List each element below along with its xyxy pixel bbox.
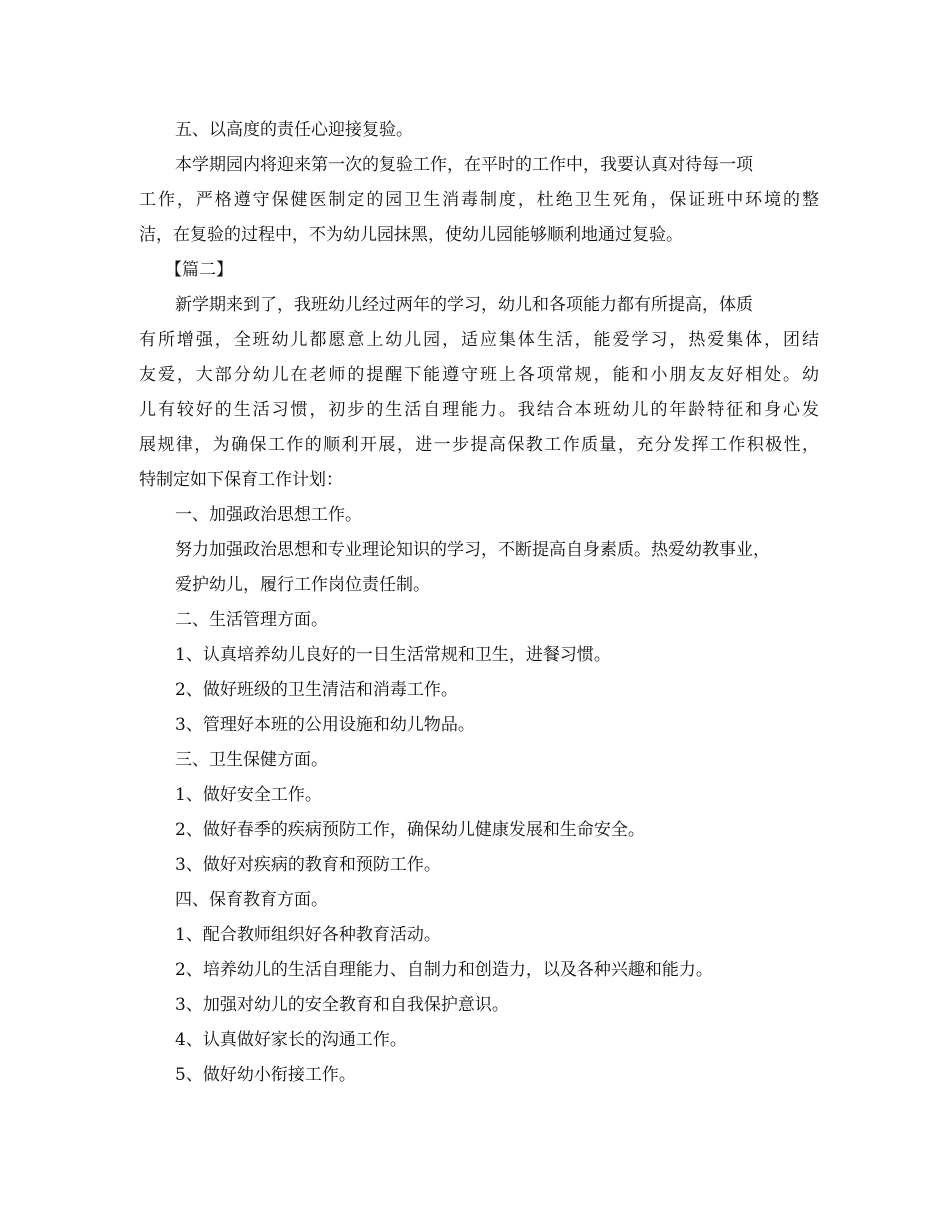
section-heading: 五、以高度的责任心迎接复验。 [175,120,413,140]
paragraph-line: 爱护幼儿，履行工作岗位责任制。 [175,575,430,595]
paragraph-line: 友爱，大部分幼儿在老师的提醒下能遵守班上各项常规，能和小朋友友好相处。幼 [139,365,819,385]
list-item: 3、管理好本班的公用设施和幼儿物品。 [175,715,475,735]
paragraph-line: 有所增强，全班幼儿都愿意上幼儿园，适应集体生活，能爱学习，热爱集体，团结 [139,330,819,350]
paragraph-line: 工作，严格遵守保健医制定的园卫生消毒制度，杜绝卫生死角，保证班中环境的整 [139,190,819,210]
paragraph-line: 努力加强政治思想和专业理论知识的学习，不断提高自身素质。热爱幼教事业， [175,540,770,560]
list-item: 3、做好对疾病的教育和预防工作。 [175,855,441,875]
paragraph-line: 新学期来到了，我班幼儿经过两年的学习，幼儿和各项能力都有所提高，体质 [175,295,753,315]
paragraph-line: 特制定如下保育工作计划： [139,470,343,490]
paragraph-line: 本学期园内将迎来第一次的复验工作，在平时的工作中，我要认真对待每一项 [175,155,753,175]
list-item: 5、做好幼小衔接工作。 [175,1065,356,1085]
list-item: 2、做好班级的卫生清洁和消毒工作。 [175,680,458,700]
paragraph-line: 儿有较好的生活习惯，初步的生活自理能力。我结合本班幼儿的年龄特征和身心发 [139,400,819,420]
section-heading: 二、生活管理方面。 [175,610,328,630]
list-item: 4、认真做好家长的沟通工作。 [175,1030,407,1050]
paragraph-line: 展规律，为确保工作的顺利开展，进一步提高保教工作质量，充分发挥工作积极性， [139,435,819,455]
section-heading: 三、卫生保健方面。 [175,750,328,770]
list-item: 1、配合教师组织好各种教育活动。 [175,925,441,945]
section-title: 【篇二】 [165,260,233,280]
list-item: 2、做好春季的疾病预防工作，确保幼儿健康发展和生命安全。 [175,820,645,840]
section-heading: 一、加强政治思想工作。 [175,505,362,525]
list-item: 1、认真培养幼儿良好的一日生活常规和卫生，进餐习惯。 [175,645,611,665]
list-item: 2、培养幼儿的生活自理能力、自制力和创造力，以及各种兴趣和能力。 [175,960,713,980]
paragraph-line: 洁，在复验的过程中，不为幼儿园抹黑，使幼儿园能够顺利地通过复验。 [139,225,683,245]
list-item: 1、做好安全工作。 [175,785,322,805]
section-heading: 四、保育教育方面。 [175,890,328,910]
list-item: 3、加强对幼儿的安全教育和自我保护意识。 [175,995,509,1015]
